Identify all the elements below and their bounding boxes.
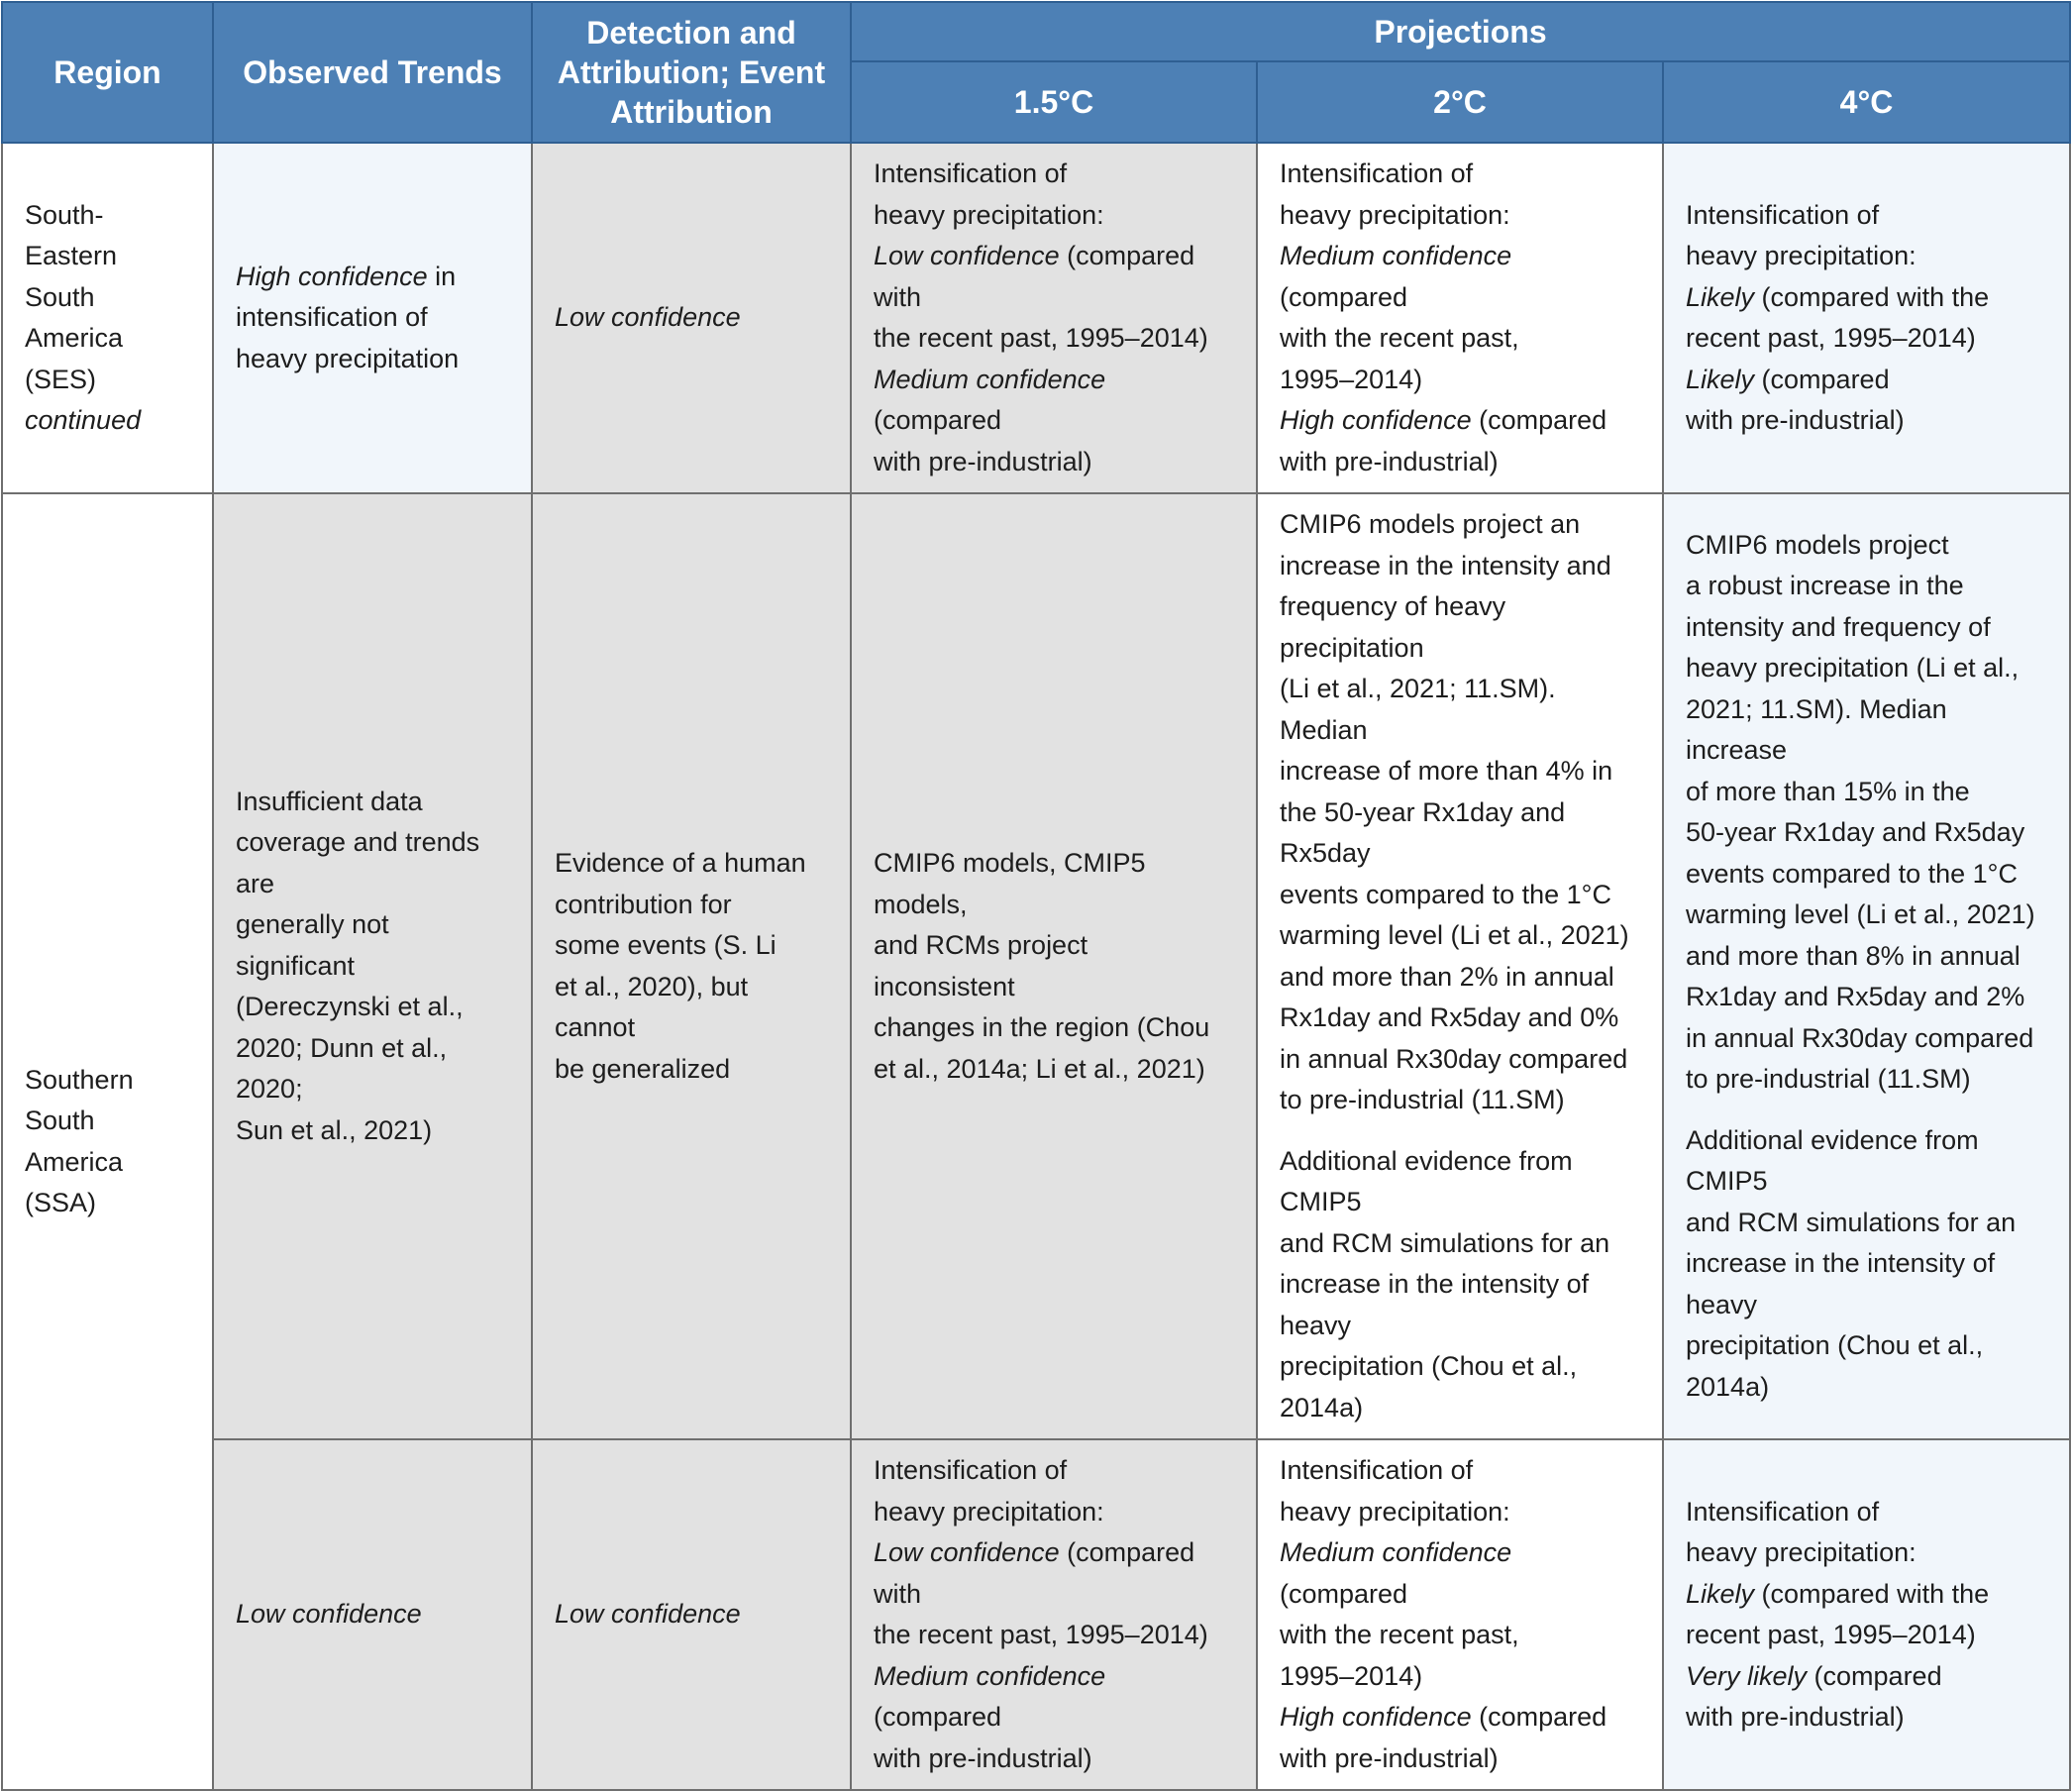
projection-4c-cell-ssa-b: Intensification of heavy precipitation: Likely (compared with the recent past, 1995–2014) Very likely (compared with pre-industrial) <box>1663 1439 2070 1790</box>
table-row-ssa-b <box>2 1439 2070 1790</box>
observed-cell-ssa-b: Low confidence <box>213 1439 532 1790</box>
projection-4c-cell-ssa-a: CMIP6 models project a robust increase in the intensity and frequency of heavy precipitation (Li et al., 2021; 11.SM). Median increase of more than 15% in the 50-year Rx1day and Rx5day events compared to the 1°C warming level (Li et al., 2021) and more than 8% in annual Rx1day and Rx5day and 2% in annual Rx30day compared to pre-industrial (11.SM) Additional evidence from CMIP5 and RCM simulations for an increase in the intensity of heavy precipitation (Chou et al., 2014a) <box>1663 493 2070 1439</box>
header-region: Region <box>2 2 213 143</box>
assessment-table <box>1 1 2071 1791</box>
region-cell-ssa: Southern South America (SSA) <box>2 493 213 1790</box>
observed-cell-ssa-a: Insufficient data coverage and trends are generally not significant (Dereczynski et al., 2020; Dunn et al., 2020; Sun et al., 2021) <box>213 493 532 1439</box>
header-observed-trends: Observed Trends <box>213 2 532 143</box>
projection-2c-cell-ses: Intensification of heavy precipitation: Medium confidence (compared with the recent past, 1995–2014) High confidence (compared with pre-industrial) <box>1257 143 1663 493</box>
projection-2c-cell-ssa-b: Intensification of heavy precipitation: Medium confidence (compared with the recent past, 1995–2014) High confidence (compared with pre-industrial) <box>1257 1439 1663 1790</box>
header-detection-attribution: Detection and Attribution; Event Attribution <box>532 2 851 143</box>
observed-cell-ses: High confidence in intensification of heavy precipitation <box>213 143 532 493</box>
projection-1-5c-cell-ssa-b: Intensification of heavy precipitation: Low confidence (compared with the recent past, 1995–2014) Medium confidence (compared with pre-industrial) <box>851 1439 1257 1790</box>
projection-4c-cell-ses: Intensification of heavy precipitation: Likely (compared with the recent past, 1995–2014) Likely (compared with pre-industrial) <box>1663 143 2070 493</box>
detection-cell-ssa-b: Low confidence <box>532 1439 851 1790</box>
detection-cell-ssa-a: Evidence of a human contribution for some events (S. Li et al., 2020), but cannot be generalized <box>532 493 851 1439</box>
region-cell-ses: South-Eastern South America (SES) continued <box>2 143 213 493</box>
header-projections: Projections <box>851 2 2070 61</box>
header-2c: 2°C <box>1257 61 1663 143</box>
header-1-5c: 1.5°C <box>851 61 1257 143</box>
header-4c: 4°C <box>1663 61 2070 143</box>
projection-1-5c-cell-ses: Intensification of heavy precipitation: Low confidence (compared with the recent past, 1995–2014) Medium confidence (compared with pre-industrial) <box>851 143 1257 493</box>
projection-1-5c-cell-ssa-a: CMIP6 models, CMIP5 models, and RCMs project inconsistent changes in the region (Chou et al., 2014a; Li et al., 2021) <box>851 493 1257 1439</box>
table-row-ses <box>2 143 2070 493</box>
projection-2c-cell-ssa-a: CMIP6 models project an increase in the intensity and frequency of heavy precipitation (Li et al., 2021; 11.SM). Median increase of more than 4% in the 50-year Rx1day and Rx5day events compared to the 1°C warming level (Li et al., 2021) and more than 2% in annual Rx1day and Rx5day and 0% in annual Rx30day compared to pre-industrial (11.SM) Additional evidence from CMIP5 and RCM simulations for an increase in the intensity of heavy precipitation (Chou et al., 2014a) <box>1257 493 1663 1439</box>
table-row-ssa-a <box>2 493 2070 1439</box>
detection-cell-ses: Low confidence <box>532 143 851 493</box>
